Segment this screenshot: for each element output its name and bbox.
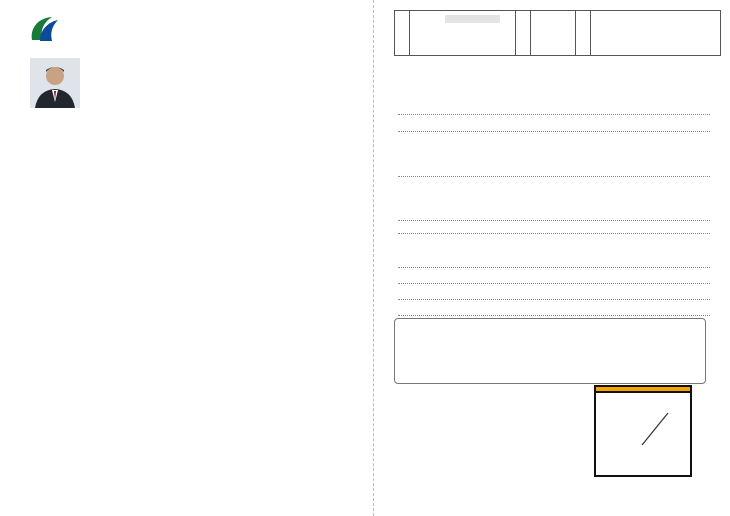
score-title (596, 387, 690, 393)
answer-line (398, 114, 710, 115)
answer-line (398, 131, 710, 132)
tanto-label (515, 11, 531, 55)
score-slash-icon (636, 409, 676, 449)
answer-line (398, 176, 710, 177)
answer-line (398, 220, 710, 221)
answer-line (398, 233, 710, 234)
answer-line (398, 299, 710, 300)
logo (28, 12, 148, 48)
answer-line (398, 315, 710, 316)
customer-header (394, 10, 721, 56)
koji-label (575, 11, 591, 55)
president-photo (30, 58, 80, 108)
logo-mark-icon (28, 14, 60, 44)
answer-line (398, 283, 710, 284)
advice-box (394, 318, 706, 384)
answer-line (398, 267, 710, 268)
phone-redacted (445, 15, 500, 23)
score-box (594, 385, 692, 477)
customer-name-label (395, 11, 410, 55)
page-divider (373, 0, 374, 516)
